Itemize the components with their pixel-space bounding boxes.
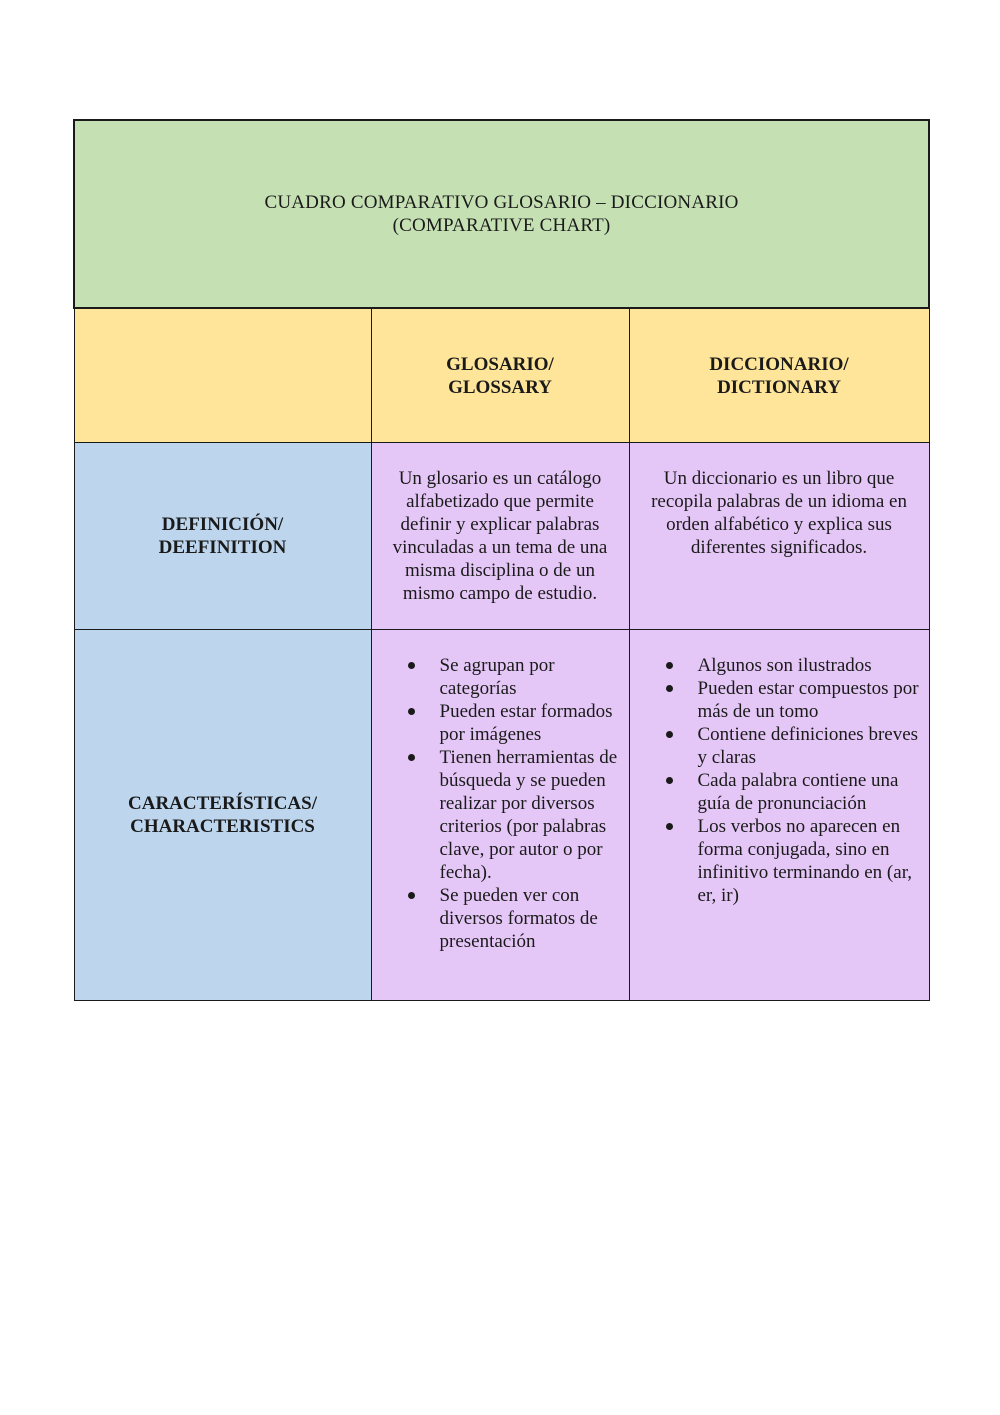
- characteristics-glossary-list: [372, 630, 629, 953]
- definition-dictionary-cell: [629, 443, 929, 630]
- definition-glossary-cell: [371, 443, 629, 630]
- header-glossary-line-2: GLOSSARY: [448, 376, 552, 398]
- header-dictionary-line-2: DICTIONARY: [717, 376, 841, 398]
- characteristics-dictionary-list: [630, 630, 929, 907]
- list-item: [630, 654, 921, 677]
- definition-row: [74, 443, 929, 630]
- header-empty-cell: [74, 308, 371, 443]
- list-item: [372, 654, 621, 700]
- list-item-text: Se agrupan por categorías: [439, 655, 555, 699]
- definition-glossary-text: Un glosario es un catálogo alfabetizado que permite definir y explicar palabras vinculadas a un tema de una misma disciplina o de un mismo campo de estudio.: [392, 468, 608, 604]
- list-item-text: Se pueden ver con diversos formatos de presentación: [439, 885, 598, 952]
- list-item: [630, 677, 921, 723]
- comparison-table: [73, 119, 930, 1001]
- bullet-icon: [666, 731, 673, 738]
- bullet-icon: [666, 662, 673, 669]
- list-item-text: Contiene definiciones breves y claras: [697, 724, 919, 768]
- list-item: [372, 700, 621, 746]
- list-item: [630, 815, 921, 907]
- definition-label-line-2: DEEFINITION: [158, 537, 287, 558]
- list-item-text: Cada palabra contiene una guía de pronunciación: [697, 770, 899, 814]
- table-title: [74, 120, 929, 308]
- list-item: [372, 746, 621, 884]
- characteristics-dictionary-cell: [629, 630, 929, 1001]
- list-item: [630, 723, 921, 769]
- list-item: [630, 769, 921, 815]
- characteristics-row: [74, 630, 929, 1001]
- table-title-line-1: CUADRO COMPARATIVO GLOSARIO – DICCIONARIO: [264, 192, 739, 213]
- list-item-text: Pueden estar compuestos por más de un tomo: [697, 678, 919, 722]
- list-item: [372, 884, 621, 953]
- characteristics-glossary-cell: [371, 630, 629, 1001]
- definition-label: [74, 443, 371, 630]
- bullet-icon: [666, 685, 673, 692]
- definition-label-line-1: DEFINICIÓN/: [161, 514, 284, 535]
- characteristics-label: [74, 630, 371, 1001]
- bullet-icon: [408, 708, 415, 715]
- table-title-line-2: (COMPARATIVE CHART): [392, 215, 611, 236]
- bullet-icon: [666, 823, 673, 830]
- list-item-text: Tienen herramientas de búsqueda y se pueden realizar por diversos criterios (por palabras clave, por autor o por fecha).: [439, 747, 618, 883]
- list-item-text: Pueden estar formados por imágenes: [439, 701, 613, 745]
- bullet-icon: [408, 662, 415, 669]
- bullet-icon: [408, 754, 415, 761]
- header-glossary-line-1: GLOSARIO/: [446, 353, 554, 375]
- header-row: [74, 308, 929, 443]
- title-row: [74, 120, 929, 308]
- characteristics-label-line-1: CARACTERÍSTICAS/: [128, 793, 317, 814]
- list-item-text: Los verbos no aparecen en forma conjugada, sino en infinitivo terminando en (ar, er, ir): [697, 816, 913, 906]
- header-dictionary-line-1: DICCIONARIO/: [709, 353, 849, 375]
- header-glossary: [371, 308, 629, 443]
- definition-dictionary-text: Un diccionario es un libro que recopila palabras de un idioma en orden alfabético y explica sus diferentes significados.: [651, 468, 907, 558]
- bullet-icon: [408, 892, 415, 899]
- list-item-text: Algunos son ilustrados: [697, 655, 872, 676]
- bullet-icon: [666, 777, 673, 784]
- header-dictionary: [629, 308, 929, 443]
- characteristics-label-line-2: CHARACTERISTICS: [130, 816, 315, 837]
